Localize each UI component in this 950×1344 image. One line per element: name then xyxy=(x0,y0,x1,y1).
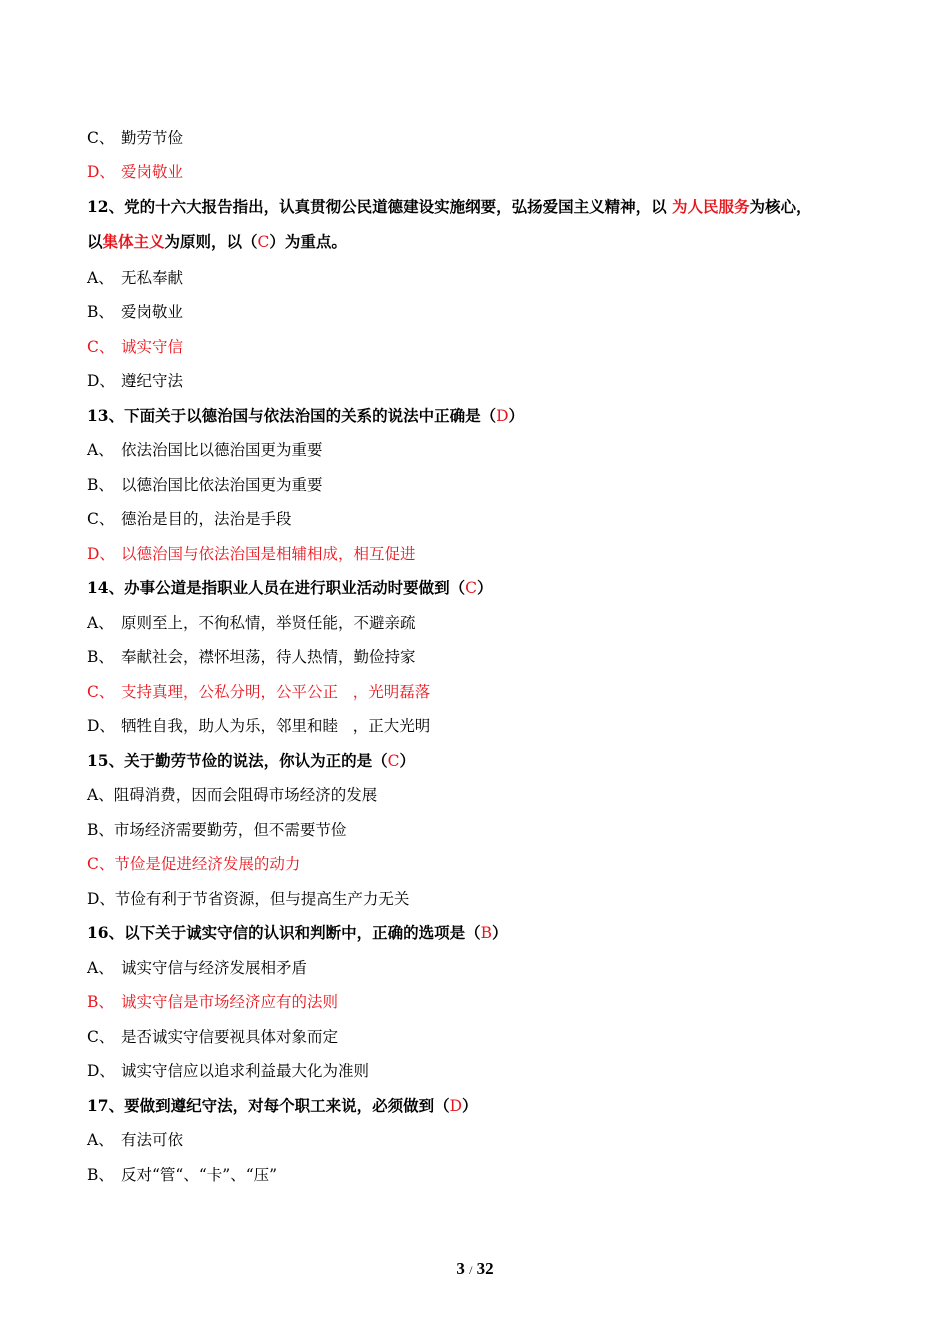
option-b: B、 奉献社会，襟怀坦荡，待人热情，勤俭持家 xyxy=(87,648,416,666)
option-a: A、 诚实守信与经济发展相矛盾 xyxy=(87,959,308,977)
option-c-answer: C、 支持真理，公私分明，公平公正 ，光明磊落 xyxy=(87,683,431,701)
option-d: D、 牺牲自我，助人为乐，邻里和睦 ，正大光明 xyxy=(87,717,431,735)
option-a: A、阻碍消费，因而会阻碍市场经济的发展 xyxy=(87,786,378,804)
option-b: B、 反对“管“、“卡”、“压” xyxy=(87,1166,278,1184)
option-a: A、 无私奉献 xyxy=(87,269,184,287)
option-a: A、 原则至上，不徇私情，举贤任能，不避亲疏 xyxy=(87,614,416,632)
option-b: B、市场经济需要勤劳，但不需要节俭 xyxy=(87,821,347,839)
page-number: 3 / 32 xyxy=(456,1259,494,1278)
question-16: 16、以下关于诚实守信的认识和判断中，正确的选项是（B） xyxy=(87,923,508,942)
option-a: A、 依法治国比以德治国更为重要 xyxy=(87,441,323,459)
option-c: C、 勤劳节俭 xyxy=(87,129,184,147)
option-c: C、 是否诚实守信要视具体对象而定 xyxy=(87,1028,339,1046)
option-b: B、 爱岗敬业 xyxy=(87,303,184,321)
question-12: 12、党的十六大报告指出，认真贯彻公民道德建设实施纲要，弘扬爱国主义精神，以 为人民服务为核心， xyxy=(87,197,812,216)
option-c-answer: C、节俭是促进经济发展的动力 xyxy=(87,855,301,873)
question-15: 15、关于勤劳节俭的说法，你认为正的是（C） xyxy=(87,751,415,770)
option-c: C、 德治是目的，法治是手段 xyxy=(87,510,292,528)
question-13: 13、下面关于以德治国与依法治国的关系的说法中正确是（D） xyxy=(87,406,525,425)
option-d-answer: D、 爱岗敬业 xyxy=(87,163,184,181)
option-d: D、节俭有利于节省资源，但与提高生产力无关 xyxy=(87,890,410,908)
question-12-cont: 以集体主义为原则，以（C）为重点。 xyxy=(87,232,347,251)
option-a: A、 有法可依 xyxy=(87,1131,184,1149)
question-17: 17、要做到遵纪守法，对每个职工来说，必须做到（D） xyxy=(87,1096,478,1115)
question-14: 14、办事公道是指职业人员在进行职业活动时要做到（C） xyxy=(87,578,493,597)
option-c-answer: C、 诚实守信 xyxy=(87,338,184,356)
option-b-answer: B、 诚实守信是市场经济应有的法则 xyxy=(87,993,339,1011)
option-d: D、 遵纪守法 xyxy=(87,372,184,390)
option-b: B、 以德治国比依法治国更为重要 xyxy=(87,476,323,494)
option-d: D、 诚实守信应以追求利益最大化为准则 xyxy=(87,1062,370,1080)
option-d-answer: D、 以德治国与依法治国是相辅相成，相互促进 xyxy=(87,545,416,563)
